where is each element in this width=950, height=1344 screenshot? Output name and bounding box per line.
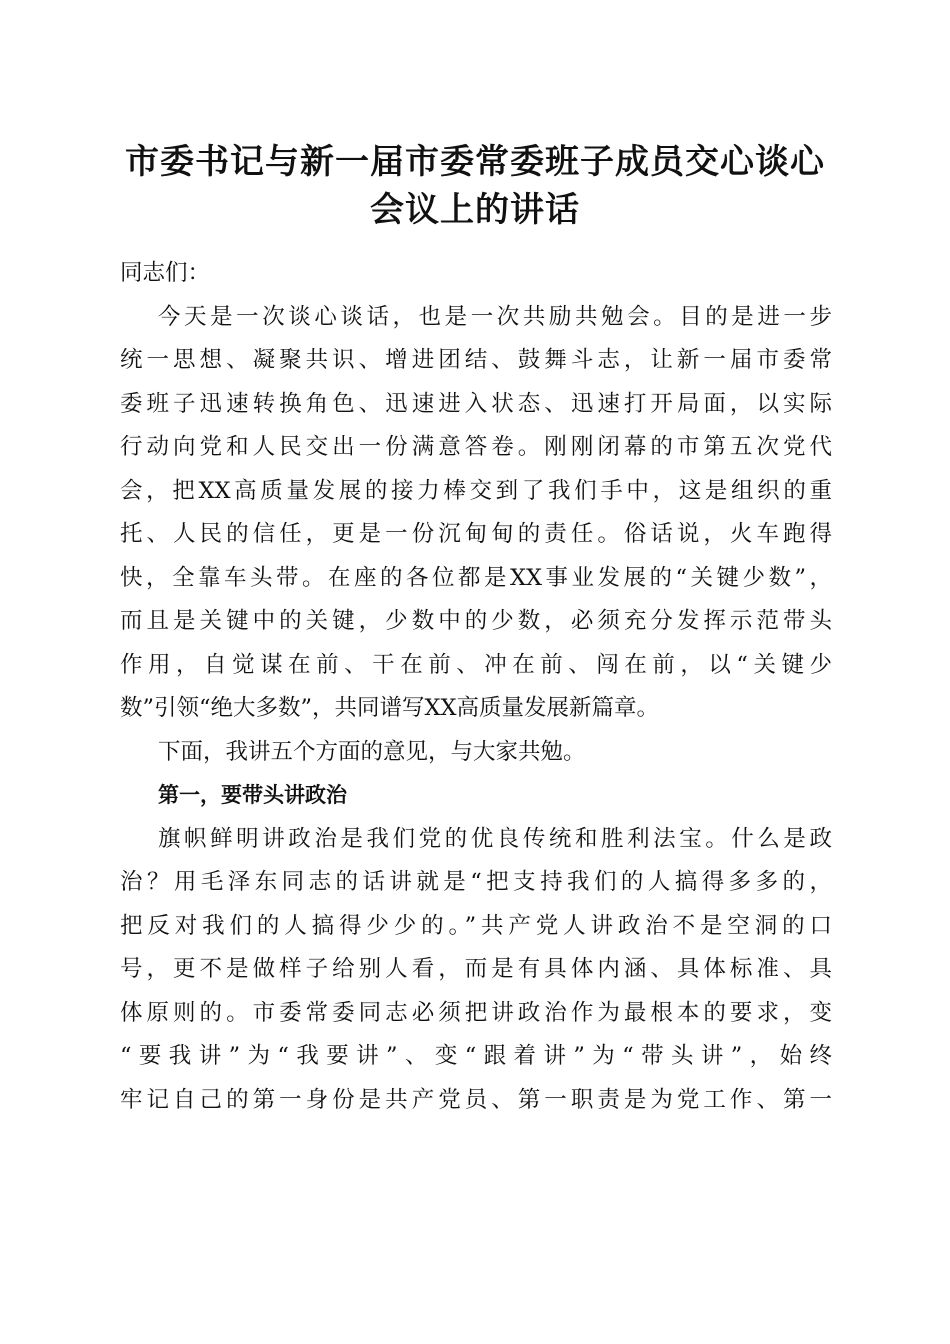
paragraph-line: 而且是关键中的关键，少数中的少数，必须充分发挥示范带头 <box>120 608 832 634</box>
document-title-line-1: 市委书记与新一届市委常委班子成员交心谈心 <box>125 142 825 182</box>
paragraph-line: 托、人民的信任，更是一份沉甸甸的责任。俗话说，火车跑得 <box>120 521 832 547</box>
document-title-line-2: 会议上的讲话 <box>370 190 580 230</box>
paragraph-line: 把反对我们的人搞得少少的。”共产党人讲政治不是空洞的口 <box>120 912 832 939</box>
paragraph-line: 统一思想、凝聚共识、增进团结、鼓舞斗志，让新一届市委常 <box>120 347 832 373</box>
paragraph-line: 牢记自己的第一身份是共产党员、第一职责是为党工作、第一 <box>120 1086 832 1113</box>
paragraph-line: 数”引领“绝大多数”，共同谱写XX高质量发展新篇章。 <box>120 695 660 721</box>
paragraph-line: 委班子迅速转换角色、迅速进入状态、迅速打开局面，以实际 <box>120 390 832 417</box>
paragraph-line: 号，更不是做样子给别人看，而是有具体内涵、具体标准、具 <box>120 956 832 982</box>
salutation: 同志们： <box>120 260 211 286</box>
paragraph-line: 快，全靠车头带。在座的各位都是XX事业发展的“关键少数”， <box>120 564 832 591</box>
paragraph-line: 体原则的。市委常委同志必须把讲政治作为最根本的要求，变 <box>120 999 832 1026</box>
document-body <box>120 252 832 1122</box>
paragraph-line: 会，把XX高质量发展的接力棒交到了我们手中，这是组织的重 <box>120 477 832 504</box>
paragraph-line: 作用，自觉谋在前、干在前、冲在前、闯在前，以“关键少 <box>120 651 832 678</box>
section-heading-1: 第一，要带头讲政治 <box>158 783 347 807</box>
paragraph-line: 旗帜鲜明讲政治是我们党的优良传统和胜利法宝。什么是政 <box>158 825 832 852</box>
paragraph-line: “要我讲”为“我要讲”、变“跟着讲”为“带头讲”，始终 <box>120 1043 832 1069</box>
paragraph-3 <box>120 818 832 1123</box>
paragraph-2: 下面，我讲五个方面的意见，与大家共勉。 <box>158 738 586 765</box>
paragraph-line: 治？用毛泽东同志的话讲就是“把支持我们的人搞得多多的， <box>120 869 832 895</box>
paragraph-1 <box>120 296 832 731</box>
paragraph-line: 行动向党和人民交出一份满意答卷。刚刚闭幕的市第五次党代 <box>120 434 832 460</box>
paragraph-line: 今天是一次谈心谈话，也是一次共励共勉会。目的是进一步 <box>158 303 832 330</box>
